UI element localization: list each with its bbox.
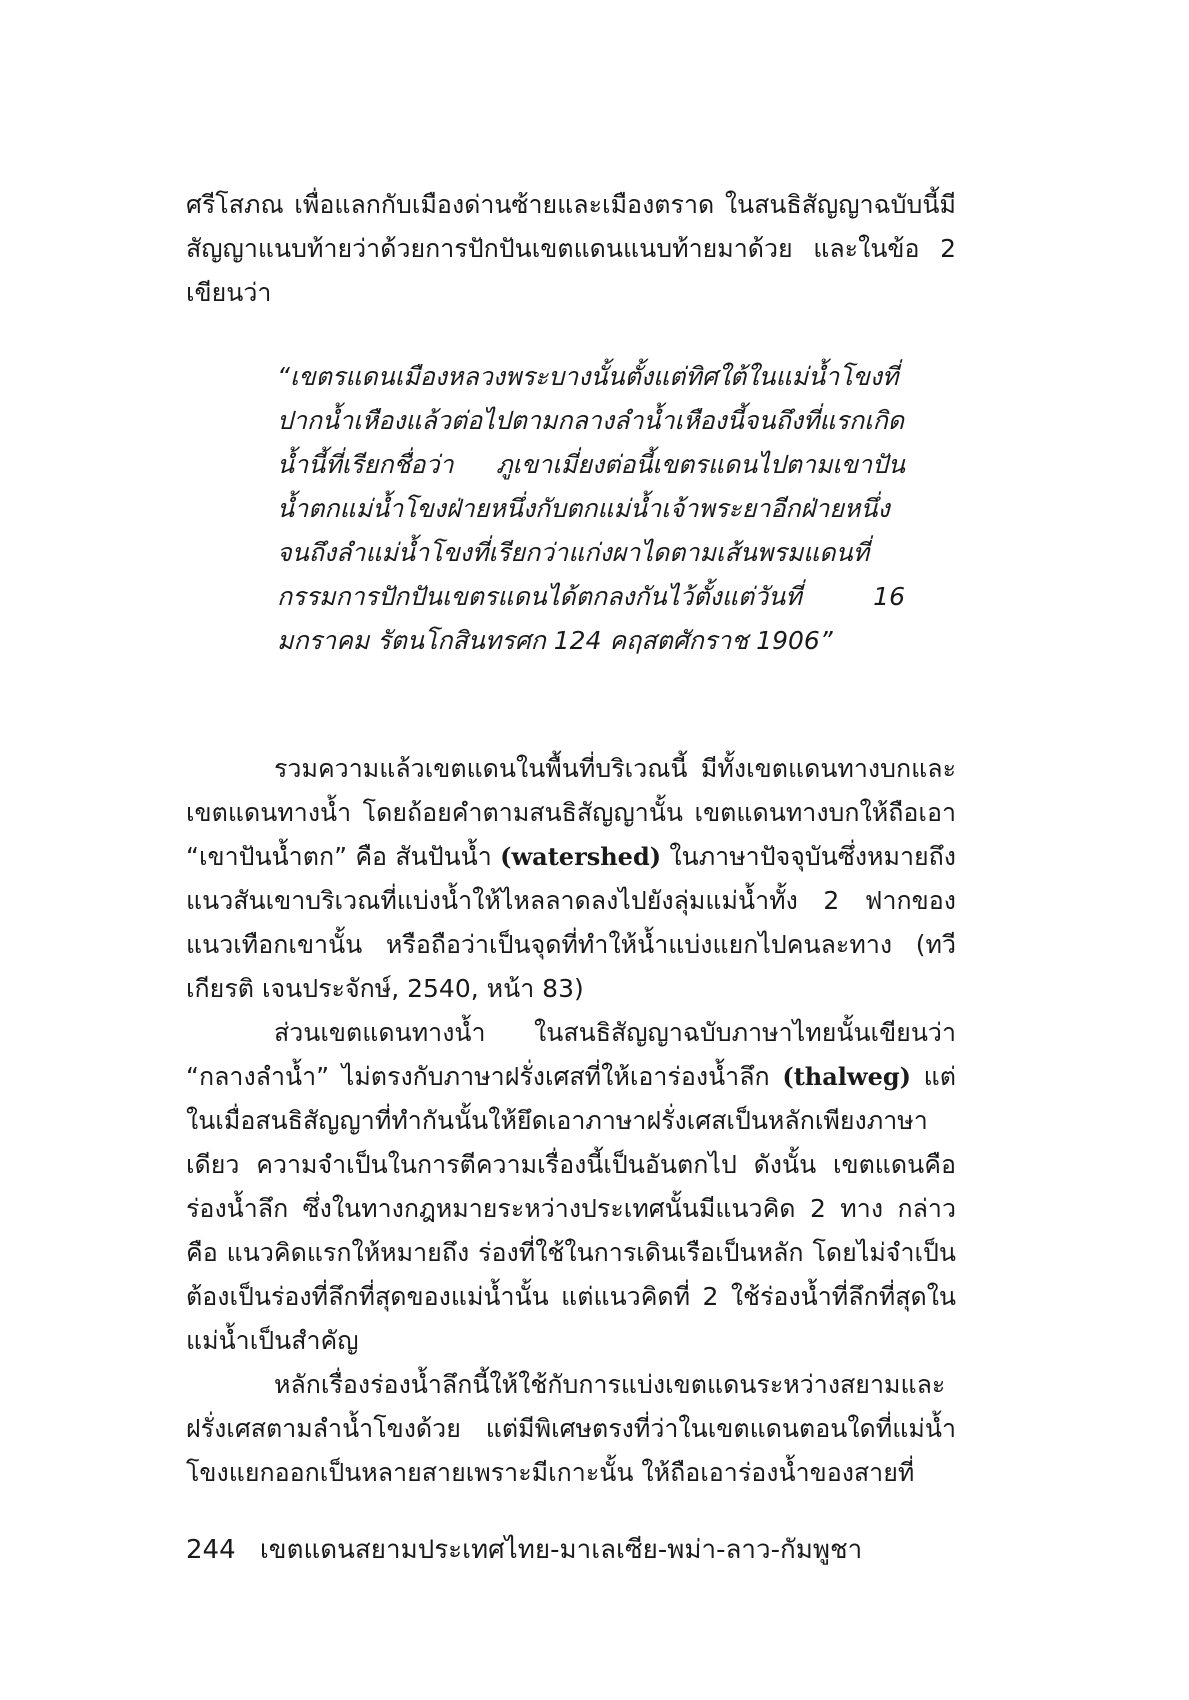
summary-text-b: ในภาษาปัจจุบันซึ่งหมายถึง แนวสันเขาบริเวณที่แบ่งน้ำให้ไหลลาดลงไปยังลุ่มแม่น้ำทั้ง 2 ฟากของแนวเทือกเขานั้น หรือถือว่าเป็นจุดที่ทำให้น้ำแบ่งแยกไปคนละทาง (ทวีเกียรติ เจนประจักษ์, 2540, หน้า 83) (186, 842, 957, 1003)
water-boundary-paragraph (186, 1011, 956, 1363)
treaty-quote: “เขตรแดนเมืองหลวงพระบางนั้นตั้งแต่ทิศใต้ในแม่น้ำโขงที่ปากน้ำเหืองแล้วต่อไปตามกลางลำน้ำเหืองนี้จนถึงที่แรกเกิดน้ำนี้ที่เรียกชื่อว่า ภูเขาเมี่ยงต่อนี้เขตรแดนไปตามเขาปันน้ำตกแม่น้ำโขงฝ่ายหนึ่งกับตกแม่น้ำเจ้าพระยาอีกฝ่ายหนึ่ง จนถึงลำแม่น้ำโขงที่เรียกว่าแก่งผาไดตามเส้นพรมแดนที่กรรมการปักปันเขตรแดนได้ตกลงกันไว้ตั้งแต่วันที่ 16 มกราคม รัตนโกสินทรศก 124 คฤสตศักราช 1906” (277, 362, 905, 655)
thalweg-principle-paragraph: หลักเรื่องร่องน้ำลึกนี้ให้ใช้กับการแบ่งเขตแดนระหว่างสยามและฝรั่งเศสตามลำน้ำโขงด้วย แต่มีพิเศษตรงที่ว่าในเขตแดนตอนใดที่แม่น้ำโขงแยกออกเป็นหลายสายเพราะมีเกาะนั้น ให้ถือเอาร่องน้ำของสายที่ (186, 1370, 956, 1487)
page-footer (186, 1533, 862, 1567)
intro-paragraph: ศรีโสภณ เพื่อแลกกับเมืองด่านซ้ายและเมืองตราด ในสนธิสัญญาฉบับนี้มีสัญญาแนบท้ายว่าด้วยการปักปันเขตแดนแนบท้ายมาด้วย และในข้อ 2 เขียนว่า (186, 190, 956, 307)
watershed-term: (watershed) (500, 842, 662, 871)
summary-text-a: รวมความแล้วเขตแดนในพื้นที่บริเวณนี้ มีทั้งเขตแดนทางบกและเขตแดนทางน้ำ โดยถ้อยคำตามสนธิสัญญานั้น เขตแดนทางบกให้ถือเอา “เขาปันน้ำตก” คือ สันปันน้ำ (186, 754, 956, 871)
thalweg-term: (thalweg) (782, 1062, 911, 1091)
water-text-a: ส่วนเขตแดนทางน้ำ ในสนธิสัญญาฉบับภาษาไทยนั้นเขียนว่า “กลางลำน้ำ” ไม่ตรงกับภาษาฝรั่งเศสที่ให้เอาร่องน้ำลึก (186, 1018, 956, 1091)
page-number: 244 (186, 1535, 236, 1565)
running-title: เขตแดนสยามประเทศไทย-มาเลเซีย-พม่า-ลาว-กัมพูชา (259, 1535, 863, 1565)
summary-paragraph (186, 747, 956, 1011)
water-text-b: แต่ในเมื่อสนธิสัญญาที่ทำกันนั้นให้ยึดเอาภาษาฝรั่งเศสเป็นหลักเพียงภาษาเดียว ความจำเป็นในการตีความเรื่องนี้เป็นอันตกไป ดังนั้น เขตแดนคือร่องน้ำลึก ซึ่งในทางกฎหมายระหว่างประเทศนั้นมีแนวคิด 2 ทาง กล่าวคือ แนวคิดแรกให้หมายถึง ร่องที่ใช้ในการเดินเรือเป็นหลัก โดยไม่จำเป็นต้องเป็นร่องที่ลึกที่สุดของแม่น้ำนั้น แต่แนวคิดที่ 2 ใช้ร่องน้ำที่ลึกที่สุดในแม่น้ำเป็นสำคัญ (186, 1062, 956, 1355)
